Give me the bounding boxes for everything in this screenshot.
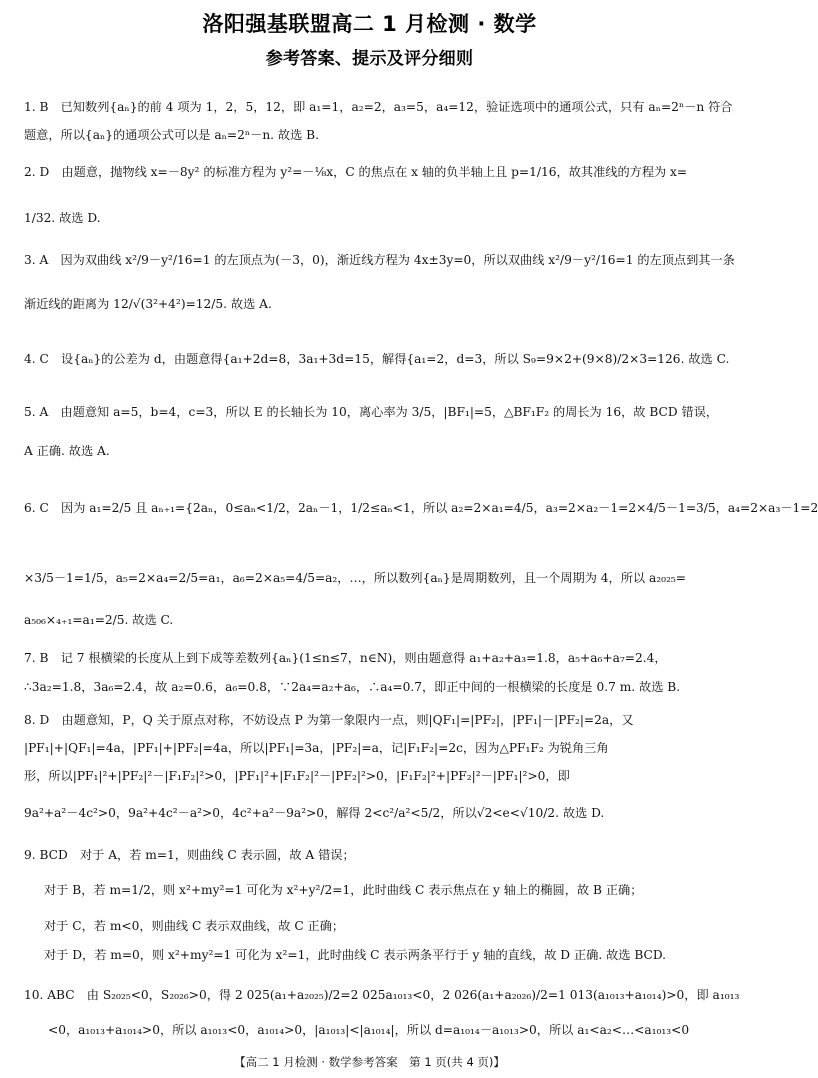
answer-line: 5. A 由题意知 a=5，b=4，c=3，所以 E 的长轴长为 10，离心率为 3/5，|BF₁|=5，△BF₁F₂ 的周长为 16，故 BCD 错误，	[24, 405, 719, 419]
answer-line: 1. B 已知数列{aₙ}的前 4 项为 1，2，5，12，即 a₁=1，a₂=2，a₃=5，a₄=12，验证选项中的通项公式，只有 aₙ=2ⁿ－n 符合	[24, 100, 733, 114]
answer-line: 4. C 设{aₙ}的公差为 d，由题意得{a₁+2d=8，3a₁+3d=15，解得{a₁=2，d=3，所以 S₉=9×2+(9×8)/2×3=126. 故选 C.	[24, 352, 730, 366]
answer-line: 3. A 因为双曲线 x²/9－y²/16=1 的左顶点为(－3，0)，渐近线方程为 4x±3y=0，所以双曲线 x²/9－y²/16=1 的左顶点到其一条	[24, 253, 735, 267]
answer-line: A 正确. 故选 A.	[24, 444, 110, 458]
answer-line: 1/32. 故选 D.	[24, 211, 101, 225]
answer-line: ∴3a₂=1.8，3a₆=2.4，故 a₂=0.6，a₆=0.8，∵2a₄=a₂+a₆，∴a₄=0.7，即正中间的一根横梁的长度是 0.7 m. 故选 B.	[24, 680, 681, 694]
answer-line: 6. C 因为 a₁=2/5 且 aₙ₊₁={2aₙ，0≤aₙ<1/2，2aₙ－1，1/2≤aₙ<1，所以 a₂=2×a₁=4/5，a₃=2×a₂－1=2×4/5－1=3/5，a₄=2×a₃－1=2	[24, 501, 818, 515]
page-title: 洛阳强基联盟高二 1 月检测 · 数学	[202, 12, 537, 36]
answer-line: a₅₀₆×₄₊₁=a₁=2/5. 故选 C.	[24, 613, 174, 627]
answer-line: 对于 D，若 m=0，则 x²+my²=1 可化为 x²=1，此时曲线 C 表示两条平行于 y 轴的直线，故 D 正确. 故选 BCD.	[44, 948, 667, 962]
answer-line: 渐近线的距离为 12/√(3²+4²)=12/5. 故选 A.	[24, 297, 272, 311]
page-subtitle: 参考答案、提示及评分细则	[265, 49, 474, 69]
answer-line: ×3/5－1=1/5，a₅=2×a₄=2/5=a₁，a₆=2×a₅=4/5=a₂，…，所以数列{aₙ}是周期数列，且一个周期为 4，所以 a₂₀₂₅=	[24, 571, 687, 585]
answer-line: 2. D 由题意，抛物线 x=－8y² 的标准方程为 y²=－⅛x，C 的焦点在 x 轴的负半轴上且 p=1/16，故其准线的方程为 x=	[24, 165, 688, 179]
answer-line: 10. ABC 由 S₂₀₂₅<0，S₂₀₂₆>0，得 2 025(a₁+a₂₀₂₅)/2=2 025a₁₀₁₃<0，2 026(a₁+a₂₀₂₆)/2=1 013(a₁₀₁₃+a₁₀₁₄)>0，即 a₁₀₁₃	[24, 988, 740, 1002]
page-footer: 【高二 1 月检测 · 数学参考答案 第 1 页(共 4 页)】	[234, 1055, 505, 1069]
answer-line: 形，所以|PF₁|²+|PF₂|²－|F₁F₂|²>0，|PF₁|²+|F₁F₂|²－|PF₂|²>0，|F₁F₂|²+|PF₂|²－|PF₁|²>0，即	[24, 769, 570, 783]
answer-line: 7. B 记 7 根横梁的长度从上到下成等差数列{aₙ}(1≤n≤7，n∈N)，则由题意得 a₁+a₂+a₃=1.8，a₅+a₆+a₇=2.4，	[24, 651, 667, 665]
answer-line: <0，a₁₀₁₃+a₁₀₁₄>0，所以 a₁₀₁₃<0，a₁₀₁₄>0，|a₁₀₁₃|<|a₁₀₁₄|，所以 d=a₁₀₁₄－a₁₀₁₃>0，所以 a₁<a₂<…<a₁₀₁₃<0	[48, 1023, 690, 1037]
answer-line: 对于 C，若 m<0，则曲线 C 表示双曲线，故 C 正确；	[44, 919, 345, 933]
answer-line: |PF₁|+|QF₁|=4a，|PF₁|+|PF₂|=4a，所以|PF₁|=3a，|PF₂|=a，记|F₁F₂|=2c，因为△PF₁F₂ 为锐角三角	[24, 741, 609, 755]
answer-line: 8. D 由题意知，P，Q 关于原点对称，不妨设点 P 为第一象限内一点，则|QF₁|=|PF₂|，|PF₁|－|PF₂|=2a，又	[24, 713, 634, 727]
answer-line: 9. BCD 对于 A，若 m=1，则曲线 C 表示圆，故 A 错误；	[24, 848, 355, 862]
answer-line: 对于 B，若 m=1/2，则 x²+my²=1 可化为 x²+y²/2=1，此时曲线 C 表示焦点在 y 轴上的椭圆，故 B 正确；	[44, 883, 643, 897]
answer-line: 9a²+a²－4c²>0，9a²+4c²－a²>0，4c²+a²－9a²>0，解得 2<c²/a²<5/2，所以√2<e<√10/2. 故选 D.	[24, 806, 605, 820]
answer-line: 题意，所以{aₙ}的通项公式可以是 aₙ=2ⁿ－n. 故选 B.	[24, 128, 319, 142]
